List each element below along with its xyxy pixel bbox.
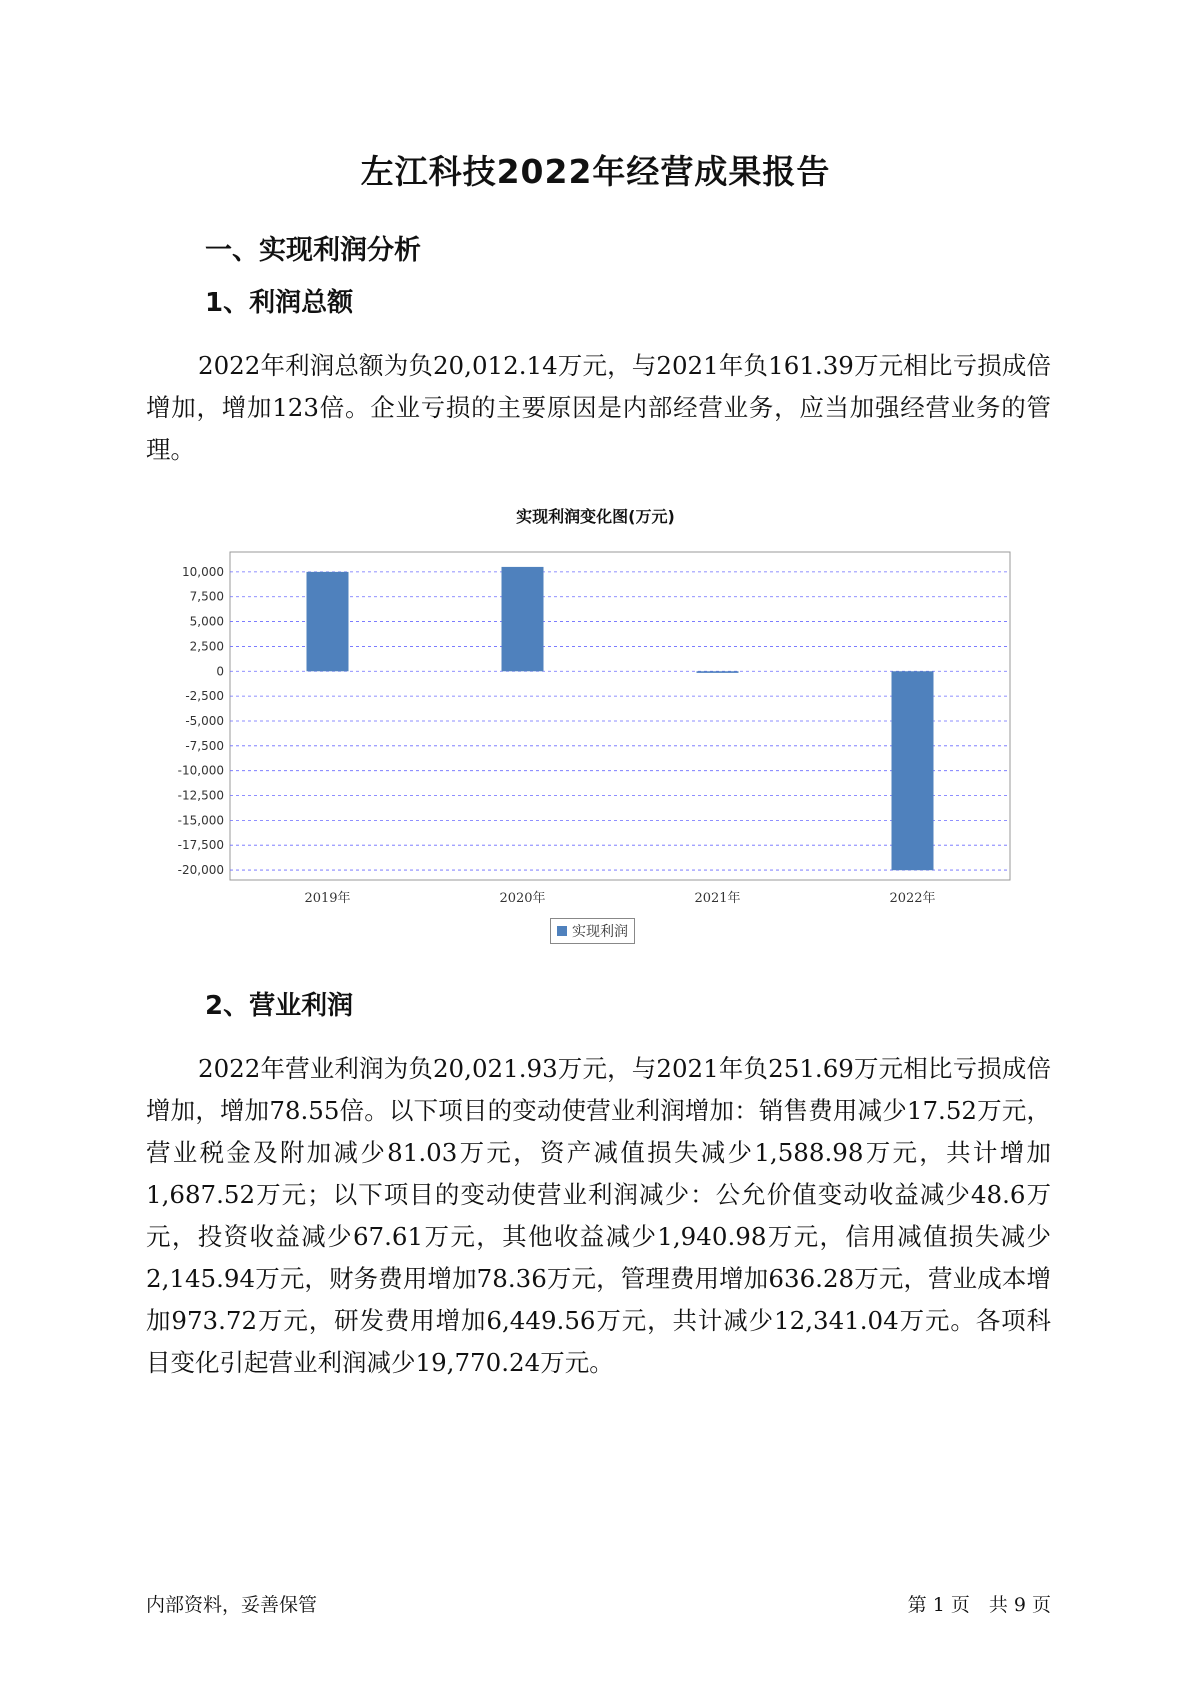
paragraph-profit-total: 2022年利润总额为负20,012.14万元，与2021年负161.39万元相比亏损成倍增加，增加123倍。企业亏损的主要原因是内部经营业务，应当加强经营业务的管理。 xyxy=(146,351,1051,464)
bar-2022年 xyxy=(892,671,934,870)
bar-2020年 xyxy=(502,567,544,671)
y-tick-label: 5,000 xyxy=(189,614,224,629)
y-tick-label: -15,000 xyxy=(177,813,224,828)
y-tick-label: 10,000 xyxy=(182,564,224,579)
footer-confidential: 内部资料，妥善保管 xyxy=(146,1594,318,1616)
x-tick-label: 2022年 xyxy=(889,891,936,906)
y-tick-label: -5,000 xyxy=(185,713,224,728)
y-tick-label: -7,500 xyxy=(185,738,224,753)
x-tick-label: 2021年 xyxy=(694,891,741,906)
section-heading: 一、实现利润分析 xyxy=(205,235,421,266)
footer-page-number: 第 1 页 共 9 页 xyxy=(907,1594,1051,1616)
y-tick-label: 2,500 xyxy=(189,639,224,654)
subsection-heading-profit-total: 1、利润总额 xyxy=(205,288,354,318)
bar-2019年 xyxy=(307,572,349,671)
profit-bar-chart xyxy=(160,540,1020,910)
subsection-heading-operating-profit: 2、营业利润 xyxy=(205,991,354,1021)
y-tick-label: 7,500 xyxy=(189,589,224,604)
paragraph-operating-profit: 2022年营业利润为负20,021.93万元，与2021年负251.69万元相比亏损成倍增加，增加78.55倍。以下项目的变动使营业利润增加：销售费用减少17.52万元，营业税金及附加减少81.03万元，资产减值损失减少1,588.98万元，共计增加1,687.52万元；以下项目的变动使营业利润减少：公允价值变动收益减少48.6万元，投资收益减少67.61万元，其他收益减少1,940.98万元，信用减值损失减少2,145.94万元，财务费用增加78.36万元，管理费用增加636.28万元，营业成本增加973.72万元，研发费用增加6,449.56万元，共计减少12,341.04万元。各项科目变化引起营业利润减少19,770.24万元。 xyxy=(146,1054,1051,1377)
report-title: 左江科技2022年经营成果报告 xyxy=(360,152,831,191)
x-tick-label: 2019年 xyxy=(304,891,351,906)
legend-label: 实现利润 xyxy=(572,924,628,940)
chart-title: 实现利润变化图(万元) xyxy=(516,507,675,526)
y-tick-label: -17,500 xyxy=(177,838,224,853)
bar-2021年 xyxy=(697,671,739,673)
y-tick-label: -12,500 xyxy=(177,788,224,803)
y-tick-label: -10,000 xyxy=(177,763,224,778)
y-tick-label: 0 xyxy=(216,664,224,679)
y-tick-label: -2,500 xyxy=(185,689,224,704)
chart-legend xyxy=(550,918,635,944)
legend-swatch xyxy=(557,926,567,936)
x-tick-label: 2020年 xyxy=(499,891,546,906)
y-tick-label: -20,000 xyxy=(177,863,224,878)
